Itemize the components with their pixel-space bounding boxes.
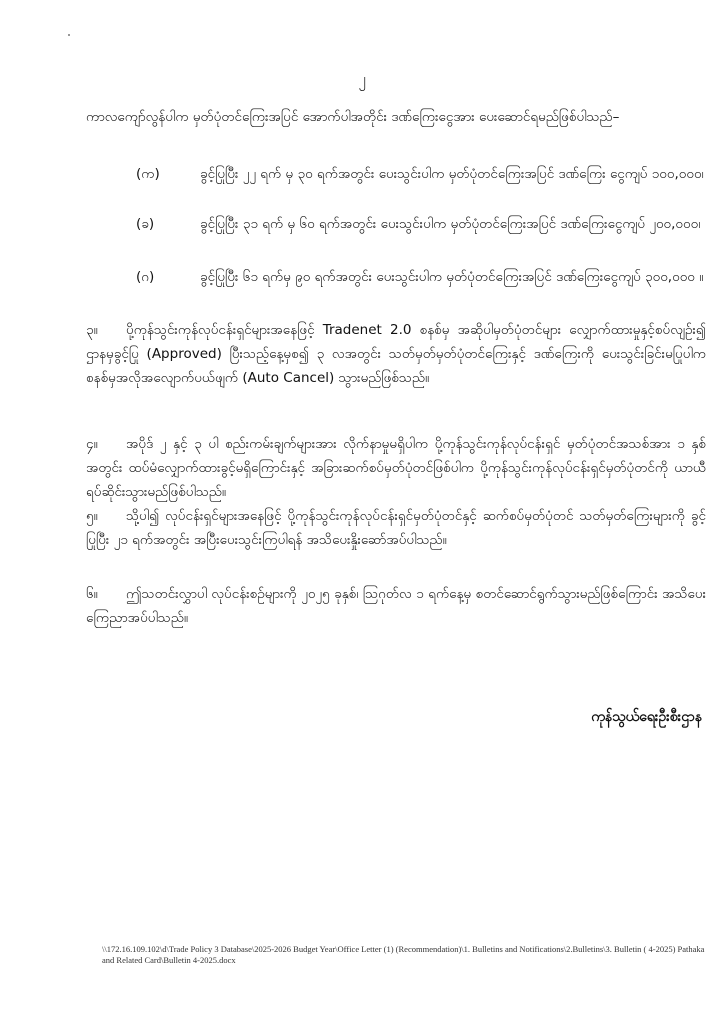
paragraph-text: ပို့ကုန်သွင်းကုန်လုပ်ငန်းရှင်များအနေဖြင့် Tradenet 2.0 စနစ်မှ အဆိုပါမှတ်ပုံတင်များ လျှောက်ထားမှုနှင့်စပ်လျဉ်း၍ ဌာနမှခွင့်ပြု (Approved) ပြီးသည့်နေ့မှစ၍ ၃ လအတွင်း သတ်မှတ်မှတ်ပုံတင်ကြေးနှင့် ဒဏ်ကြေးကို ပေးသွင်းခြင်းမပြုပါက စနစ်မှအလိုအလျောက်ပယ်ဖျက် (Auto Cancel) သွားမည်ဖြစ်သည်။ (86, 322, 706, 386)
signature-department: ကုန်သွယ်ရေးဦးစီးဌာန (591, 709, 702, 725)
paragraph-3 (86, 318, 706, 390)
paragraph-number: ၃။ (86, 322, 98, 338)
paragraph-number: ၅။ (86, 508, 98, 524)
scan-speck (68, 34, 70, 36)
paragraph-text: ဤသတင်းလွှာပါ လုပ်ငန်းစဉ်များကို ၂၀၂၅ ခုနှစ်၊ ဩဂုတ်လ ၁ ရက်နေ့မှ စတင်ဆောင်ရွက်သွားမည်ဖြစ်ကြောင်း အသိပေးကြေညာအပ်ပါသည်။ (86, 586, 706, 626)
paragraph-number: ၄။ (86, 436, 98, 452)
sub-item-text: ခွင့်ပြုပြီး ၆၁ ရက်မှ ၉၀ ရက်အတွင်း ပေးသွင်းပါက မှတ်ပုံတင်ကြေးအပြင် ဒဏ်ကြေးငွေကျပ် ၃၀၀,၀၀၀ ။ (200, 269, 704, 285)
paragraph-text: သို့ပါ၍ လုပ်ငန်းရှင်များအနေဖြင့် ပို့ကုန်သွင်းကုန်လုပ်ငန်းရှင်မှတ်ပုံတင်နှင့် ဆက်စပ်မှတ်ပုံတင် သတ်မှတ်ကြေးများကို ခွင့်ပြုပြီး ၂၁ ရက်အတွင်း အပြီးပေးသွင်းကြပါရန် အသိပေးနှိုးဆော်အပ်ပါသည်။ (86, 508, 706, 548)
paragraph-number: ၆။ (86, 586, 98, 602)
intro-paragraph: ကာလကျော်လွန်ပါက မှတ်ပုံတင်ကြေးအပြင် အောက်ပါအတိုင်း ဒဏ်ကြေးငွေအား ပေးဆောင်ရမည်ဖြစ်ပါသည်– (86, 109, 620, 125)
sub-item-marker: (ခ) (136, 216, 155, 232)
sub-item-marker: (ဂ) (136, 269, 155, 285)
paragraph-4 (86, 432, 706, 504)
paragraph-5 (86, 504, 706, 552)
paragraph-text: အပိုဒ် ၂ နှင့် ၃ ပါ စည်းကမ်းချက်များအား လိုက်နာမှုမရှိပါက ပို့ကုန်သွင်းကုန်လုပ်ငန်းရှင် မှတ်ပုံတင်အသစ်အား ၁ နှစ်အတွင်း ထပ်မံလျှောက်ထားခွင့်မရှိကြောင်းနှင့် အခြားဆက်စပ်မှတ်ပုံတင်ဖြစ်ပါက ပို့ကုန်သွင်းကုန်လုပ်ငန်းရှင်မှတ်ပုံတင်ကို ယာယီရပ်ဆိုင်းသွားမည်ဖြစ်ပါသည်။ (86, 436, 706, 500)
page-number: ၂ (358, 70, 366, 88)
sub-item-text: ခွင့်ပြုပြီး ၃၁ ရက် မှ ၆၀ ရက်အတွင်း ပေးသွင်းပါက မှတ်ပုံတင်ကြေးအပြင် ဒဏ်ကြေးငွေကျပ် ၂၀၀,၀၀၀၊ (200, 216, 701, 232)
footer-file-path: \\172.16.109.102\d\Trade Policy 3 Database\2025-2026 Budget Year\Office Letter (1) (Recommendation)\1. Bulletins and Notifications\2.Bulletins\3. Bulletin ( 4-2025) Pathaka and Related Card\Bulletin 4-2025.docx (102, 944, 705, 965)
sub-item-text: ခွင့်ပြုပြီး ၂၂ ရက် မှ ၃၀ ရက်အတွင်း ပေးသွင်းပါက မှတ်ပုံတင်ကြေးအပြင် ဒဏ်ကြေး ငွေကျပ် ၁၀၀,၀၀၀၊ (200, 166, 704, 182)
sub-item-marker: (က) (136, 166, 160, 182)
paragraph-6 (86, 582, 706, 630)
